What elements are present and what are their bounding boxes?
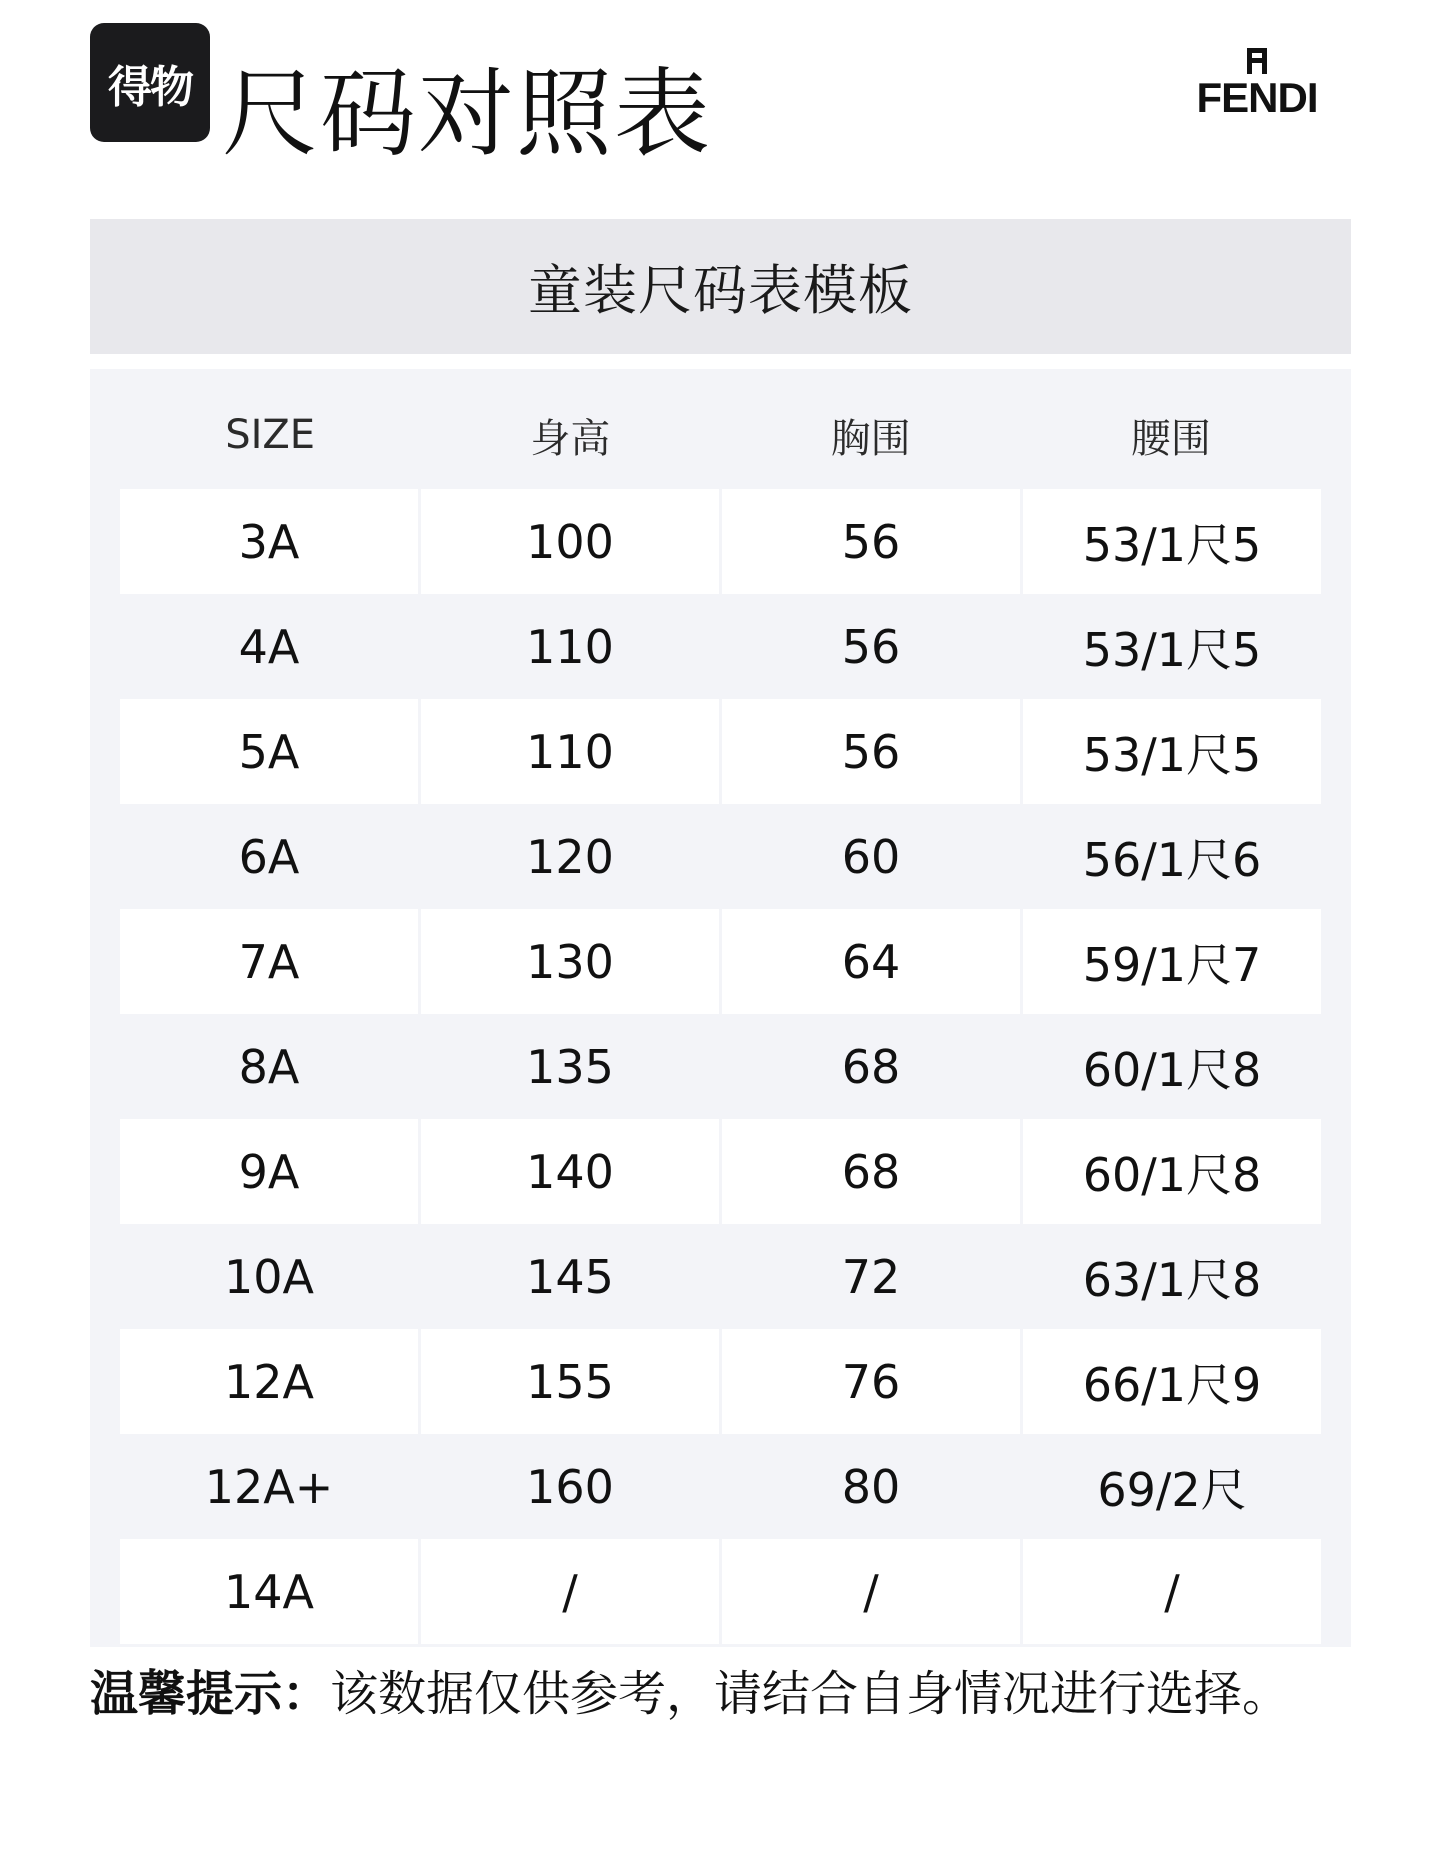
table-row xyxy=(120,1119,1321,1224)
size-cell: 9A xyxy=(120,1119,418,1224)
size-cell: 12A+ xyxy=(120,1434,418,1539)
chest-cell: 68 xyxy=(722,1014,1020,1119)
chest-cell: 56 xyxy=(722,699,1020,804)
waist-cell: 53/1尺5 xyxy=(1023,489,1321,594)
size-cell: 8A xyxy=(120,1014,418,1119)
chest-cell: 56 xyxy=(722,489,1020,594)
column-header-height: 身高 xyxy=(530,415,611,462)
height-cell: 120 xyxy=(421,804,719,909)
table-title-banner xyxy=(90,219,1351,354)
height-cell: 130 xyxy=(421,909,719,1014)
waist-cell: 59/1尺7 xyxy=(1023,909,1321,1014)
chest-cell: 56 xyxy=(722,594,1020,699)
tip-text: 该数据仅供参考，请结合自身情况进行选择。 xyxy=(330,1666,1291,1722)
table-row xyxy=(120,489,1321,594)
tip-note xyxy=(90,1664,1290,1724)
brand-logo xyxy=(90,23,210,142)
height-cell: / xyxy=(421,1539,719,1644)
table-row xyxy=(120,1539,1321,1644)
table-body xyxy=(120,489,1321,1644)
tip-label: 温馨提示： xyxy=(90,1666,331,1722)
height-cell: 110 xyxy=(421,594,719,699)
size-cell: 3A xyxy=(120,489,418,594)
size-cell: 10A xyxy=(120,1224,418,1329)
fendi-logo-text: FENDI xyxy=(1196,74,1318,121)
waist-cell: 69/2尺 xyxy=(1023,1434,1321,1539)
height-cell: 155 xyxy=(421,1329,719,1434)
chest-cell: 76 xyxy=(722,1329,1020,1434)
waist-cell: 60/1尺8 xyxy=(1023,1014,1321,1119)
height-cell: 145 xyxy=(421,1224,719,1329)
table-row xyxy=(120,909,1321,1014)
table-row xyxy=(120,1329,1321,1434)
waist-cell: 66/1尺9 xyxy=(1023,1329,1321,1434)
table-header-row xyxy=(120,387,1321,483)
chest-cell: 68 xyxy=(722,1119,1020,1224)
brand-logo-text: 得物 xyxy=(108,61,192,113)
height-cell: 100 xyxy=(421,489,719,594)
waist-cell: / xyxy=(1023,1539,1321,1644)
waist-cell: 63/1尺8 xyxy=(1023,1224,1321,1329)
column-header-size: SIZE xyxy=(225,412,316,458)
waist-cell: 56/1尺6 xyxy=(1023,804,1321,909)
waist-cell: 53/1尺5 xyxy=(1023,699,1321,804)
chest-cell: 80 xyxy=(722,1434,1020,1539)
height-cell: 135 xyxy=(421,1014,719,1119)
chest-cell: / xyxy=(722,1539,1020,1644)
column-header-chest: 胸围 xyxy=(830,415,911,462)
chest-cell: 60 xyxy=(722,804,1020,909)
fendi-ff-icon xyxy=(1244,46,1270,76)
height-cell: 140 xyxy=(421,1119,719,1224)
size-cell: 6A xyxy=(120,804,418,909)
table-row xyxy=(120,804,1321,909)
table-row xyxy=(120,1434,1321,1539)
size-cell: 4A xyxy=(120,594,418,699)
size-cell: 7A xyxy=(120,909,418,1014)
height-cell: 160 xyxy=(421,1434,719,1539)
waist-cell: 53/1尺5 xyxy=(1023,594,1321,699)
size-cell: 14A xyxy=(120,1539,418,1644)
size-cell: 12A xyxy=(120,1329,418,1434)
height-cell: 110 xyxy=(421,699,719,804)
column-header-waist: 腰围 xyxy=(1130,415,1211,462)
table-row xyxy=(120,1014,1321,1119)
table-title: 童装尺码表模板 xyxy=(528,259,913,322)
size-cell: 5A xyxy=(120,699,418,804)
chest-cell: 72 xyxy=(722,1224,1020,1329)
size-table xyxy=(90,369,1351,1647)
fendi-logo xyxy=(1195,46,1319,122)
waist-cell: 60/1尺8 xyxy=(1023,1119,1321,1224)
table-row xyxy=(120,594,1321,699)
chest-cell: 64 xyxy=(722,909,1020,1014)
table-row xyxy=(120,699,1321,804)
page-title: 尺码对照表 xyxy=(222,58,712,170)
table-row xyxy=(120,1224,1321,1329)
